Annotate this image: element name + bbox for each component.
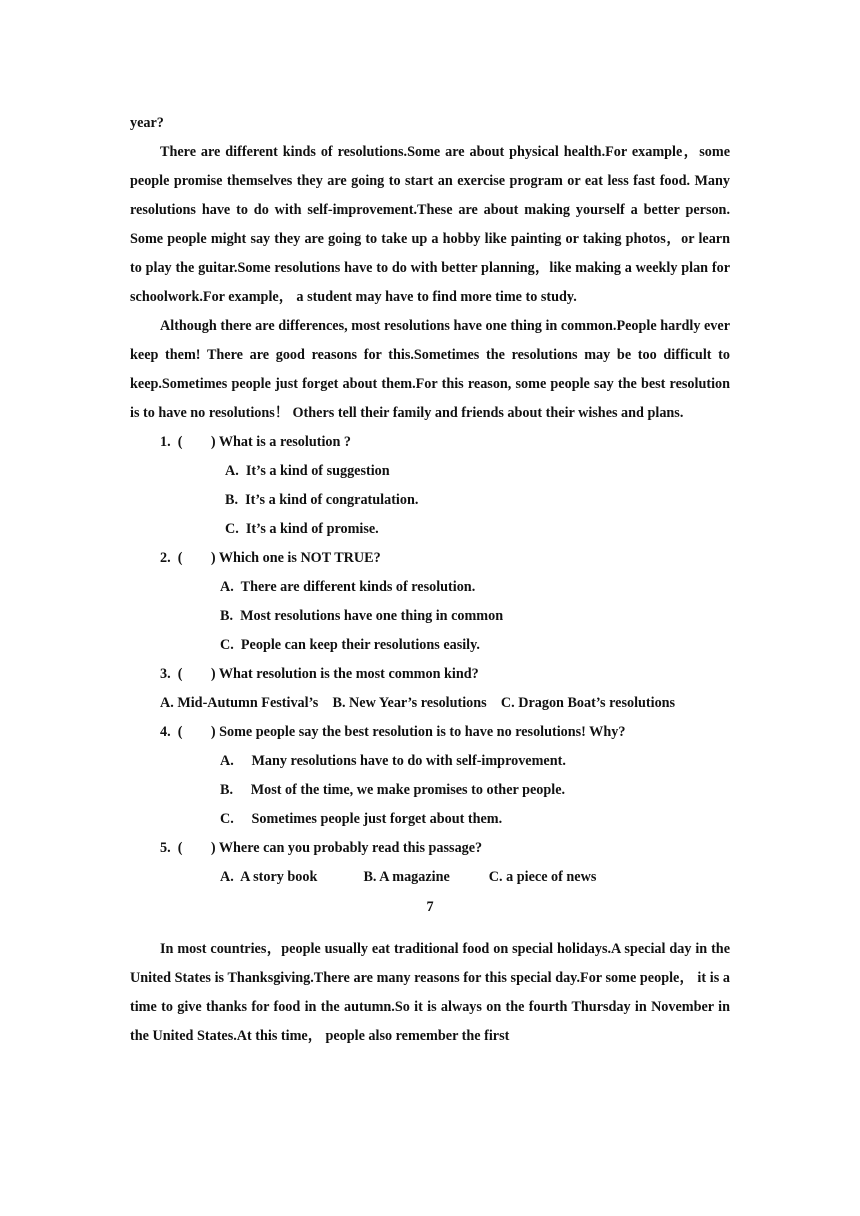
option-c: C. People can keep their resolutions easily. [220,637,480,653]
option-b: B. Most of the time, we make promises to other people. [220,782,566,798]
option-b: B. It’s a kind of congratulation. [225,492,419,508]
question-2 [130,544,730,660]
question-stem: 3. ( ) What resolution is the most common kind? [160,666,479,682]
option-a: A. There are different kinds of resolution. [220,579,476,595]
option-a: A. It’s a kind of suggestion [225,463,390,479]
option-b: B. Most resolutions have one thing in common [220,608,504,624]
passage-paragraph-kinds: There are different kinds of resolutions.Some are about physical health.For example，some people promise themselves they are going to start an exercise program or eat less fast food. Many resolutions have to do with self-improvement.These are about making yourself a better person. Some people might say they are going to take up a hobby like painting or taking photos，or learn to play the guitar.Some resolutions have to do with better planning，like making a weekly plan for schoolwork.For example， a student may have to find more time to study. [130,144,730,305]
passage-paragraph-differences: Although there are differences, most resolutions have one thing in common.People hardly ever keep them! There are good reasons for this.Sometimes the resolutions may be too difficult to keep.Sometimes people just forget about them.For this reason, some people say the best resolution is to have no resolutions！ Others tell their family and friends about their wishes and plans. [130,318,730,421]
option-c: C. Sometimes people just forget about them. [220,811,503,827]
question-1 [130,428,730,544]
question-stem: 5. ( ) Where can you probably read this passage? [160,840,483,856]
question-stem: 1. ( ) What is a resolution ? [160,434,352,450]
passage-number: 7 [426,899,434,915]
options-line: A. Mid-Autumn Festival’s B. New Year’s resolutions C. Dragon Boat’s resolutions [160,695,676,711]
page-content [130,109,730,1051]
question-4 [130,718,730,834]
option-a: A. Many resolutions have to do with self-improvement. [220,753,566,769]
passage-paragraph-thanksgiving: In most countries，people usually eat traditional food on special holidays.A special day in the United States is Thanksgiving.There are many reasons for this special day.For some people， it is a time to give thanks for food in the autumn.So it is always on the fourth Thursday in November in the United States.At this time， people also remember the first [130,941,730,1044]
question-3 [130,660,730,718]
question-stem: 2. ( ) Which one is NOT TRUE? [160,550,381,566]
passage-line-year: year? [130,115,164,131]
question-stem: 4. ( ) Some people say the best resolution is to have no resolutions! Why? [160,724,626,740]
question-5 [130,834,730,892]
options-line: A. A story book B. A magazine C. a piece of news [220,869,597,885]
option-c: C. It’s a kind of promise. [225,521,379,537]
